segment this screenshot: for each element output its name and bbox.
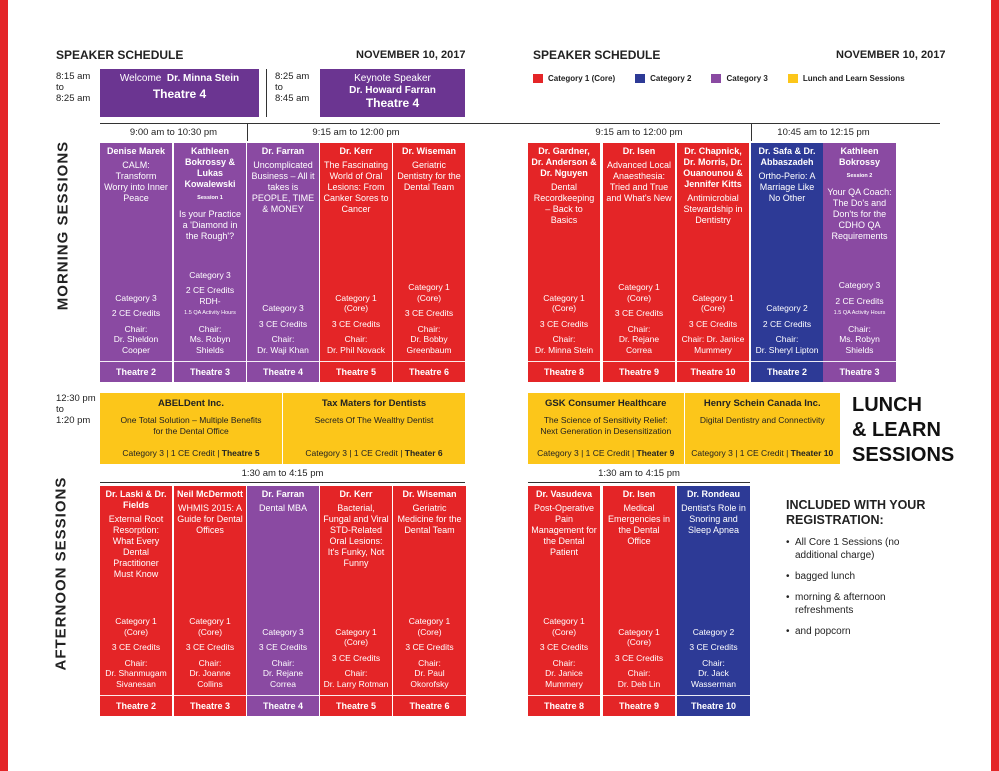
- session-speaker: Dr. Safa & Dr. Abbaszadeh: [758, 146, 816, 167]
- morning-time-line: [100, 123, 940, 124]
- welcome-theatre: Theatre 4: [152, 87, 207, 101]
- morning-session-3: [247, 143, 319, 382]
- session-title: Antimicrobial Stewardship in Dentistry: [683, 193, 743, 225]
- lunch-session-abeldent: ABELDent Inc. One Total Solution – Multiple Benefits for the Dental Office Category 3 | 1 CE Credit | Theatre 5: [120, 398, 262, 458]
- keynote-speaker: Dr. Howard Farran: [349, 85, 436, 96]
- session-speaker: Dr. Farran: [261, 146, 305, 156]
- morning-slot-2: 9:15 am to 12:00 pm: [312, 127, 400, 138]
- session-title: Medical Emergencies in the Dental Office: [607, 503, 671, 546]
- afternoon-session-1: [100, 486, 172, 716]
- session-category: Category 1 (Core): [543, 292, 585, 313]
- session-theatre: Theatre 8: [528, 695, 600, 716]
- session-chair: Dr. Sheldon Cooper: [113, 334, 159, 355]
- session-speaker: Dr. Laski & Dr. Fields: [105, 489, 167, 510]
- session-chair: Dr. Rejane Correa: [618, 334, 660, 355]
- session-chair: Dr. Larry Rotman: [323, 678, 389, 689]
- session-title: Advanced Local Anaesthesia: Tried and True and What's New: [606, 160, 672, 203]
- session-speaker: Dr. Rondeau: [686, 489, 740, 499]
- session-speaker: Denise Marek: [106, 146, 166, 156]
- session-chair-label: Chair:: [271, 334, 295, 344]
- session-theatre: Theatre 4: [247, 361, 319, 382]
- welcome-time: 8:15 am to 8:25 am: [56, 71, 91, 104]
- session-theatre: Theatre 2: [751, 361, 823, 382]
- session-title: Dental Recordkeeping – Back to Basics: [533, 182, 595, 225]
- session-category: Category 1 (Core): [618, 626, 660, 647]
- session-chair: Dr. Deb Lin: [617, 678, 661, 689]
- session-chair: Dr. Janice Mummery: [545, 668, 583, 689]
- session-credits: 3 CE Credits: [614, 652, 664, 663]
- session-category: Category 1 (Core): [543, 616, 585, 637]
- session-chair: Dr. Jack Wasserman: [690, 668, 737, 689]
- session-number: Session 2: [846, 173, 873, 179]
- session-speaker: Dr. Kerr: [339, 146, 373, 156]
- session-speaker: Dr. Vasudeva: [535, 489, 593, 499]
- session-chair-label: Chair:: [552, 334, 576, 344]
- session-chair-label: Chair:: [627, 668, 651, 678]
- legend-cat3: Category 3: [711, 74, 767, 83]
- session-credits: 3 CE Credits: [331, 318, 381, 329]
- session-speaker: Dr. Wiseman: [402, 146, 456, 156]
- session-chair: Dr. Phil Novack: [326, 344, 386, 355]
- session-category: Category 2: [692, 626, 735, 637]
- afternoon-slot-2: 1:30 am to 4:15 pm: [598, 468, 680, 479]
- morning-sessions-label: MORNING SESSIONS: [54, 140, 72, 311]
- legend-cat2: Category 2: [635, 74, 691, 83]
- session-title: Post-Operative Pain Management for the Dental Patient: [531, 503, 597, 557]
- afternoon-session-8: [677, 486, 750, 716]
- session-theatre: Theatre 3: [823, 361, 896, 382]
- session-chair-label: Chair:: [271, 657, 295, 668]
- session-chair-label: Chair:: [627, 323, 651, 334]
- session-chair-label: Chair:: [124, 323, 148, 334]
- morning-slot-1: 9:00 am to 10:30 pm: [129, 127, 218, 138]
- session-title: Geriatric Dentistry for the Dental Team: [397, 160, 461, 192]
- session-chair-label: Chair:: [344, 334, 368, 344]
- session-chair: Mummery: [694, 344, 732, 355]
- session-title: External Root Resorption: What Every Dental Practitioner Must Know: [108, 514, 164, 579]
- session-chair-label: Chair:: [775, 334, 799, 344]
- session-speaker: Dr. Wiseman: [402, 489, 457, 499]
- session-category: Category 1 (Core): [335, 626, 377, 647]
- morning-session-6: [528, 143, 600, 382]
- session-category: Category 3: [262, 303, 304, 313]
- afternoon-session-2: [174, 486, 246, 716]
- welcome-divider: [266, 69, 267, 117]
- morning-session-9: [751, 143, 823, 382]
- morning-session-1: [100, 143, 172, 382]
- session-category: Category 1 (Core): [408, 282, 450, 303]
- keynote-time: 8:25 am to 8:45 am: [275, 71, 310, 104]
- left-header-title: SPEAKER SCHEDULE: [56, 48, 184, 62]
- session-chair-label: Chair:: [124, 657, 148, 668]
- morning-session-10: [823, 143, 896, 382]
- session-credits: 2 CE Credits: [111, 308, 161, 318]
- legend-lunch: Lunch and Learn Sessions: [788, 74, 905, 83]
- session-credits: 3 CE Credits: [689, 642, 738, 652]
- session-credits: 3 CE Credits: [404, 308, 454, 318]
- session-theatre: Theatre 2: [100, 361, 172, 382]
- session-chair-label: Chair: Dr. Janice: [681, 334, 745, 344]
- session-chair-label: Chair:: [198, 657, 222, 668]
- session-category: Category 3: [189, 269, 231, 280]
- welcome-box: [100, 69, 259, 117]
- session-theatre: Theatre 3: [174, 695, 246, 716]
- session-credits: 3 CE Credits: [258, 318, 308, 329]
- session-title: Dentist's Role in Snoring and Sleep Apnea: [681, 503, 746, 535]
- session-chair-label: Chair:: [702, 657, 725, 668]
- session-category: Category 1 (Core): [408, 616, 451, 637]
- left-header-date: NOVEMBER 10, 2017: [356, 49, 466, 61]
- lunch-left-block: [100, 393, 465, 464]
- lunch-session-henry-schein: Henry Schein Canada Inc. Digital Dentistry and Connectivity Category 3 | 1 CE Credit | Theater 10: [684, 393, 841, 464]
- lunch-right-block: [528, 393, 840, 464]
- session-qa-hours: 1.5 QA Activity Hours: [184, 310, 236, 316]
- session-credits: 3 CE Credits: [258, 642, 308, 652]
- session-category: Category 3: [115, 292, 157, 303]
- session-speaker: Dr. Isen: [622, 489, 656, 499]
- morning-session-8: [677, 143, 749, 382]
- afternoon-session-6: [528, 486, 600, 716]
- session-qa-hours: 1.5 QA Activity Hours: [833, 310, 886, 316]
- session-theatre: Theatre 9: [603, 695, 675, 716]
- session-theatre: Theatre 6: [393, 361, 465, 382]
- session-credits: 3 CE Credits: [331, 652, 381, 663]
- session-theatre: Theatre 10: [677, 695, 750, 716]
- session-title: Is your Practice a 'Diamond in the Rough'?: [178, 209, 242, 241]
- right-red-border: [991, 0, 999, 771]
- session-chair-label: Chair:: [552, 657, 576, 668]
- session-category: Category 2: [766, 303, 808, 313]
- session-category: Category 1 (Core): [618, 282, 660, 303]
- session-credits: 3 CE Credits: [688, 318, 738, 329]
- session-category: Category 1 (Core): [692, 292, 734, 313]
- right-header-title: SPEAKER SCHEDULE: [533, 48, 661, 62]
- session-number: Session 1: [197, 195, 223, 201]
- session-chair: Dr. Minna Stein: [534, 344, 594, 355]
- session-chair-label: Chair:: [418, 657, 441, 668]
- session-chair-label: Chair:: [198, 323, 222, 334]
- morning-session-4: [320, 143, 392, 382]
- included-item: • bagged lunch: [786, 570, 936, 583]
- session-speaker: Dr. Kerr: [339, 489, 373, 499]
- session-chair: Dr. Waji Khan: [257, 344, 309, 355]
- session-credits: 3 CE Credits: [539, 318, 589, 329]
- session-speaker: Kathleen Bokrossy: [838, 146, 881, 167]
- morning-session-7: [603, 143, 675, 382]
- session-theatre: Theatre 5: [320, 695, 392, 716]
- session-chair: Dr. Rejane Correa: [262, 668, 304, 689]
- session-chair: Ms. Robyn Shields: [189, 334, 231, 355]
- session-theatre: Theatre 9: [603, 361, 675, 382]
- session-title: Uncomplicated Business – All it takes is PEOPLE, TIME & MONEY: [251, 160, 315, 214]
- session-category: Category 1 (Core): [115, 616, 157, 637]
- session-credits: 2 CE Credits: [762, 318, 812, 329]
- lunch-session-gsk: GSK Consumer Healthcare The Science of Sensitivity Relief: Next Generation in Desensitization Category 3 | 1 CE Credit | Theater 9: [537, 398, 675, 458]
- keynote-theatre: Theatre 4: [365, 96, 420, 110]
- session-chair: Dr. Bobby Greenbaum: [406, 334, 452, 355]
- session-category: Category 1 (Core): [335, 292, 377, 313]
- session-speaker: Kathleen Bokrossy & Lukas Kowalewski: [184, 146, 236, 189]
- keynote-box: [320, 69, 465, 117]
- morning-session-5: [393, 143, 465, 382]
- session-title: Dental MBA: [258, 503, 308, 513]
- session-theatre: Theatre 4: [247, 695, 319, 716]
- session-credits: 3 CE Credits: [539, 642, 589, 652]
- included-box: [786, 498, 936, 646]
- session-credits: 2 CE Credits: [835, 295, 884, 306]
- included-item: • All Core 1 Sessions (no additional charge): [786, 536, 936, 562]
- session-title: Geriatric Medicine for the Dental Team: [397, 503, 462, 535]
- session-chair: Dr. Joanne Collins: [189, 668, 231, 689]
- morning-slot-3: 9:15 am to 12:00 pm: [595, 127, 683, 138]
- session-credits: 3 CE Credits: [185, 642, 235, 652]
- session-credits: 3 CE Credits: [405, 642, 454, 652]
- keynote-label: Keynote Speaker: [354, 73, 431, 84]
- welcome-speaker: Dr. Minna Stein: [166, 73, 240, 84]
- session-speaker: Neil McDermott: [177, 489, 244, 499]
- right-header-date: NOVEMBER 10, 2017: [836, 49, 946, 61]
- session-chair-label: Chair:: [344, 668, 368, 678]
- morning-session-2: [174, 143, 246, 382]
- session-credits: 3 CE Credits: [111, 642, 161, 652]
- afternoon-time-line-left: [100, 482, 465, 483]
- afternoon-session-7: [603, 486, 675, 716]
- session-title: CALM: Transform Worry into Inner Peace: [104, 160, 168, 203]
- session-credits: 3 CE Credits: [614, 308, 664, 318]
- session-theatre: Theatre 3: [174, 361, 246, 382]
- session-title: WHMIS 2015: A Guide for Dental Offices: [177, 503, 243, 535]
- lunch-session-tax-maters: Tax Maters for Dentists Secrets Of The Wealthy Dentist Category 3 | 1 CE Credit | Theater 6: [282, 393, 465, 464]
- afternoon-sessions-label: AFTERNOON SESSIONS: [52, 476, 70, 671]
- session-category: Category 3: [262, 626, 304, 637]
- session-chair: Ms. Robyn Shields: [839, 334, 880, 355]
- included-title: INCLUDED WITH YOUR REGISTRATION:: [786, 498, 926, 527]
- lunch-learn-heading: LUNCH & LEARN SESSIONS: [852, 394, 955, 466]
- session-title: Bacterial, Fungal and Viral STD-Related Oral Lesions: It's Funky, Not Funny: [323, 503, 389, 568]
- afternoon-slot-1: 1:30 am to 4:15 pm: [241, 468, 324, 479]
- session-credits: 2 CE Credits RDH-: [185, 285, 235, 306]
- session-chair: Dr. Paul Okorofsky: [410, 668, 449, 689]
- session-title: The Fascinating World of Oral Lesions: From Canker Sores to Cancer: [323, 160, 389, 214]
- afternoon-session-4: [320, 486, 392, 716]
- session-chair-label: Chair:: [417, 323, 441, 334]
- session-theatre: Theatre 6: [393, 695, 466, 716]
- morning-slot-4: 10:45 am to 12:15 pm: [777, 127, 870, 138]
- lunch-time: 12:30 pm to 1:20 pm: [56, 393, 96, 426]
- session-speaker: Dr. Gardner, Dr. Anderson & Dr. Nguyen: [531, 146, 597, 178]
- session-chair-label: Chair:: [848, 323, 871, 334]
- session-title: Ortho-Perio: A Marriage Like No Other: [758, 171, 816, 203]
- session-title: Your QA Coach: The Do's and Don'ts for the CDHO QA Requirements: [827, 187, 892, 241]
- included-item: • and popcorn: [786, 625, 936, 638]
- session-speaker: Dr. Isen: [622, 146, 656, 156]
- afternoon-session-5: [393, 486, 466, 716]
- afternoon-session-3: [247, 486, 319, 716]
- welcome-label: Welcome: [119, 73, 162, 84]
- legend: [533, 74, 905, 83]
- session-theatre: Theatre 5: [320, 361, 392, 382]
- session-speaker: Dr. Chapnick, Dr. Morris, Dr. Ouanounou & Jennifer Kitts: [683, 146, 743, 189]
- afternoon-time-line-right: [528, 482, 750, 483]
- session-category: Category 1 (Core): [189, 616, 231, 637]
- session-theatre: Theatre 8: [528, 361, 600, 382]
- session-speaker: Dr. Farran: [261, 489, 305, 499]
- session-chair: Dr. Sheryl Lipton: [755, 344, 819, 355]
- included-item: • morning & afternoon refreshments: [786, 591, 936, 617]
- left-red-border: [0, 0, 8, 771]
- session-theatre: Theatre 2: [100, 695, 172, 716]
- legend-cat1: Category 1 (Core): [533, 74, 615, 83]
- session-theatre: Theatre 10: [677, 361, 749, 382]
- session-category: Category 3: [838, 280, 881, 290]
- session-chair: Dr. Shanmugam Sivanesan: [105, 668, 167, 689]
